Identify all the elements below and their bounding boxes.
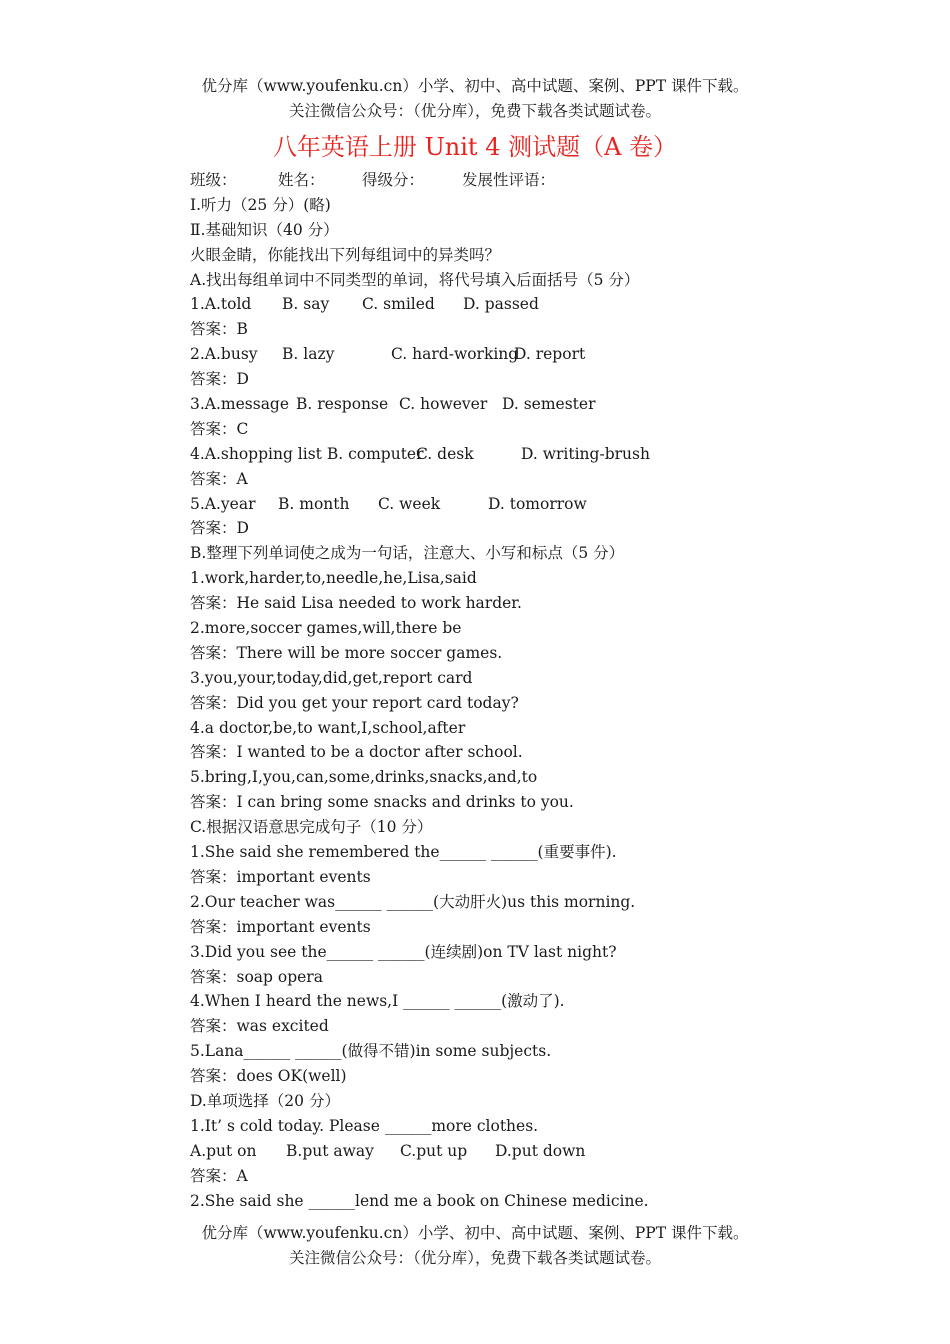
part-c-heading: C.根据汉语意思完成句子（10 分） [190, 818, 433, 837]
part-a-heading: A.找出每组单词中不同类型的单词，将代号填入后面括号（5 分） [190, 270, 640, 289]
answer: 答案：Did you get your report card today? [190, 693, 519, 712]
option: 1.A.told [190, 295, 252, 314]
part-d-question: 2.She said she ______lend me a book on Chinese medicine. [190, 1191, 649, 1210]
name-label: 姓名： [278, 171, 325, 189]
answer: 答案：important events [190, 867, 371, 886]
grade-label: 得级分： [362, 171, 425, 189]
answer: 答案：was excited [190, 1017, 329, 1036]
part-a-question [190, 442, 790, 467]
document-body [190, 168, 790, 1213]
part-c-question: 3.Did you see the______ ______(连续剧)on TV last night? [190, 942, 617, 961]
option: C.put up [400, 1141, 468, 1160]
option: B. response [296, 395, 389, 414]
part-b-question: 2.more,soccer games,will,there be [190, 619, 462, 638]
intro-text: 火眼金睛，你能找出下列每组词中的异类吗？ [190, 245, 501, 264]
option: 4.A.shopping list B. computer [190, 444, 424, 463]
option: 2.A.busy [190, 345, 258, 364]
part-b-question: 1.work,harder,to,needle,he,Lisa,said [190, 569, 477, 588]
option: D. passed [463, 295, 539, 314]
option: B. say [282, 295, 330, 314]
footer-line-1: 优分库（www.youfenku.cn）小学、初中、高中试题、案例、PPT 课件下载。 [201, 1224, 749, 1242]
option: 5.A.year [190, 494, 256, 513]
section-basics: Ⅱ.基础知识（40 分） [190, 220, 339, 239]
answer: 答案：He said Lisa needed to work harder. [190, 594, 522, 613]
option: D. tomorrow [488, 494, 587, 513]
part-c-question: 4.When I heard the news,I ______ ______(激动了). [190, 992, 565, 1011]
option: B.put away [286, 1141, 374, 1160]
option: D. semester [502, 395, 596, 414]
option: B. lazy [282, 345, 335, 364]
page-title: 八年英语上册 Unit 4 测试题（A 卷） [272, 133, 678, 161]
answer: 答案：B [190, 320, 248, 339]
answer: 答案：D [190, 519, 249, 538]
answer: 答案：I can bring some snacks and drinks to you. [190, 793, 574, 812]
option: C. smiled [362, 295, 435, 314]
answer: 答案：A [190, 1166, 248, 1185]
part-d-heading: D.单项选择（20 分） [190, 1091, 340, 1110]
header-line-2: 关注微信公众号：（优分库），免费下载各类试题试卷。 [288, 102, 661, 120]
answer: 答案：C [190, 419, 249, 438]
option: A.put on [190, 1141, 257, 1160]
part-b-heading: B.整理下列单词使之成为一句话，注意大、小写和标点（5 分） [190, 544, 625, 563]
part-d-question: 1.It’ s cold today. Please ______more clothes. [190, 1116, 539, 1135]
option: 3.A.message [190, 395, 290, 414]
option: D. writing-brush [521, 444, 650, 463]
answer: 答案：There will be more soccer games. [190, 643, 503, 662]
option: C. however [399, 395, 488, 414]
header-line-1: 优分库（www.youfenku.cn）小学、初中、高中试题、案例、PPT 课件下载。 [201, 77, 749, 95]
class-label: 班级： [190, 171, 237, 189]
part-c-question: 1.She said she remembered the______ ______(重要事件). [190, 843, 617, 862]
part-b-question: 5.bring,I,you,can,some,drinks,snacks,and,to [190, 768, 538, 787]
section-listening: Ⅰ.听力（25 分）(略) [190, 195, 331, 214]
answer: 答案：soap opera [190, 967, 323, 986]
part-b-question: 3.you,your,today,did,get,report card [190, 668, 473, 687]
option: C. week [378, 494, 441, 513]
comment-label: 发展性评语： [462, 171, 556, 189]
option: D. report [514, 345, 586, 364]
info-row [190, 168, 790, 193]
part-a-question [190, 492, 790, 517]
option: B. month [278, 494, 350, 513]
option: C. desk [416, 444, 474, 463]
part-a-question [190, 392, 790, 417]
part-b-question: 4.a doctor,be,to want,I,school,after [190, 718, 466, 737]
option: D.put down [495, 1141, 586, 1160]
part-a-question [190, 292, 790, 317]
answer: 答案：D [190, 370, 249, 389]
part-d-options [190, 1139, 790, 1164]
answer: 答案：does OK(well) [190, 1067, 347, 1086]
option: C. hard-working [391, 345, 519, 364]
answer: 答案：important events [190, 917, 371, 936]
part-c-question: 5.Lana______ ______(做得不错)in some subjects. [190, 1042, 552, 1061]
answer: 答案：I wanted to be a doctor after school. [190, 743, 523, 762]
part-c-question: 2.Our teacher was______ ______(大动肝火)us this morning. [190, 892, 636, 911]
footer-line-2: 关注微信公众号：（优分库），免费下载各类试题试卷。 [288, 1249, 661, 1267]
answer: 答案：A [190, 469, 248, 488]
part-a-question [190, 342, 790, 367]
